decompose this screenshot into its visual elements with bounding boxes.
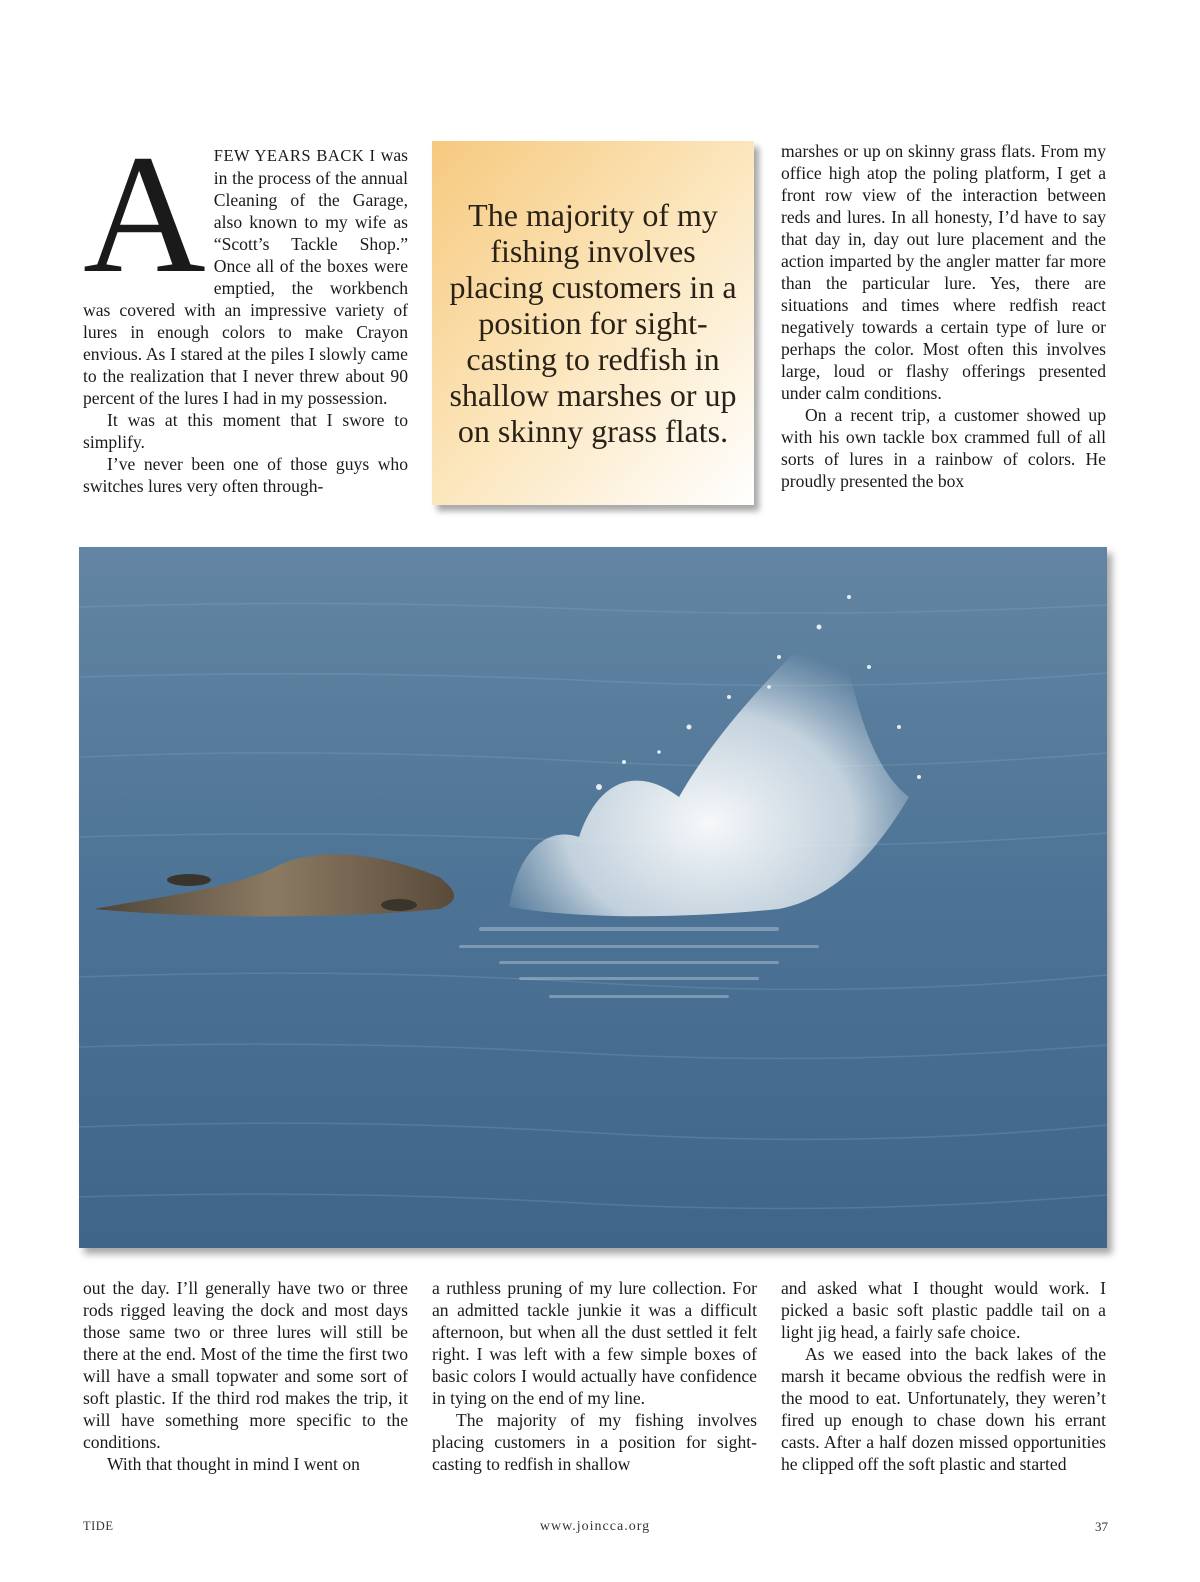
pull-quote-box (432, 141, 754, 505)
page-number: 37 (1095, 1519, 1108, 1534)
paragraph-text: was in the process of the annual Cleaning of the Garage, also known to my wife as “Scott’s Tackle Shop.” Once all of the boxes were emptied, the workbench was covered with an impressive variety of lures in enough colors to make Crayon envious. As I stared at the piles I slowly came to the realization that I never threw about 90 percent of the lures I had in my possession. (83, 145, 408, 408)
article-paragraph: and asked what I thought would work. I picked a basic soft plastic paddle tail on a light jig head, a fairly safe choice. (781, 1278, 1106, 1342)
article-column-5 (432, 1277, 757, 1475)
article-paragraph: marshes or up on skinny grass flats. From my office high atop the poling platform, I get a front row view of the interaction between reds and lures. In all honesty, I’d have to say that day in, day out lure placement and the action imparted by the angler matter far more than the particular lure. Yes, there are situations and times where redfish react negatively towards a certain type of lure or perhaps the color. Most often this involves large, loud or flashy offerings presented under calm conditions. (781, 141, 1106, 403)
article-column-4 (83, 1277, 408, 1475)
article-paragraph: On a recent trip, a customer showed up with his own tackle box crammed full of all sorts of lures in a rainbow of colors. He proudly presented the box (781, 405, 1106, 491)
article-paragraph: a ruthless pruning of my lure collection. For an admitted tackle junkie it was a difficult afternoon, but when all the dust settled it felt right. I was left with a few simple boxes of basic colors I would actually have confidence in tying on the end of my line. (432, 1278, 757, 1408)
article-column-3 (781, 140, 1106, 492)
drop-cap: A (83, 120, 206, 308)
redfish-splash-photo (79, 547, 1107, 1248)
article-column-6 (781, 1277, 1106, 1475)
pull-quote-text: The majority of my fishing involves placing customers in a position for sight-casting to redfish in shallow marshes or up on skinny grass flats. (449, 197, 737, 449)
article-column-1 (83, 120, 408, 497)
article-paragraph: As we eased into the back lakes of the marsh it became obvious the redfish were in the mood to eat. Unfortunately, they weren’t fired up enough to chase down his errant casts. After a half dozen missed opportunities he clipped off the soft plastic and started (781, 1344, 1106, 1474)
article-paragraph: The majority of my fishing involves placing customers in a position for sight-casting to redfish in shallow (432, 1410, 757, 1474)
article-paragraph: With that thought in mind I went on (107, 1454, 360, 1474)
article-paragraph: out the day. I’ll generally have two or three rods rigged leaving the dock and most days those same two or three lures will still be there at the end. Most of the time the first two will have a small topwater and some sort of soft plastic. If the third rod makes the trip, it will have something more specific to the conditions. (83, 1278, 408, 1452)
website-url: www.joincca.org (539, 1519, 651, 1534)
magazine-name: TIDE (83, 1519, 114, 1533)
article-paragraph: I’ve never been one of those guys who switches lures very often through- (83, 454, 408, 496)
article-paragraph: It was at this moment that I swore to simplify. (83, 410, 408, 452)
lead-in-caps: FEW YEARS BACK I (213, 146, 376, 165)
photo-illustration (79, 547, 1107, 1248)
article-paragraph (83, 120, 408, 409)
